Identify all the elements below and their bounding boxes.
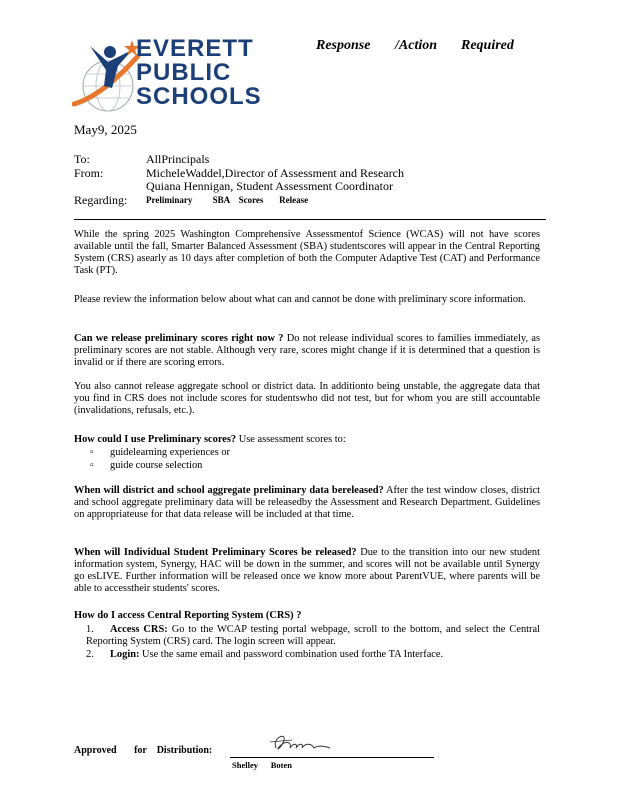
logo-line-3: SCHOOLS	[136, 83, 262, 110]
from-label: From:	[74, 166, 104, 180]
signer-name: Shelley Boten	[232, 760, 292, 770]
regarding-value: Preliminary SBA Scores Release	[146, 195, 309, 205]
from-value-1: MicheleWaddel,Director of Assessment and Research	[146, 166, 404, 180]
step-1: 1. Access CRS: Go to the WCAP testing portal webpage, scroll to the bottom, and select the Central Reporting System (CRS) card. The login screen will appear.	[86, 624, 540, 647]
q4-paragraph	[74, 547, 540, 595]
q2-text: Use assessment scores to:	[236, 434, 346, 445]
memo-date: May9, 2025	[74, 122, 137, 137]
aggregate-paragraph: You also cannot release aggregate school or district data. In additionto being unstable, the aggregate data that you find in CRS does not include scores for studentswho did not test, but for whom you are still accountable (invalidations, refusals, etc.).	[74, 381, 540, 416]
district-logo	[72, 36, 262, 116]
from-value-2: Quiana Hennigan, Student Assessment Coordinator	[146, 179, 393, 193]
step-1-label: Access CRS:	[110, 624, 168, 635]
review-paragraph: Please review the information below about what can and cannot be done with preliminary score information.	[74, 294, 526, 305]
bullet-icon: ▫	[90, 447, 94, 458]
q4-title: When will Individual Student Preliminary Scores be released?	[74, 547, 357, 558]
step-2-text: Use the same email and password combination used forthe TA Interface.	[139, 649, 444, 660]
signature-line	[230, 757, 434, 758]
q2-paragraph	[74, 434, 540, 446]
header-response: Response	[316, 38, 371, 53]
logo-line-1: EVERETT	[136, 35, 254, 62]
q1-paragraph	[74, 333, 540, 369]
bullet-icon: ▫	[90, 460, 94, 471]
step-2-label: Login:	[110, 649, 140, 660]
to-value: AllPrincipals	[146, 152, 210, 166]
logo-figure-icon	[72, 36, 142, 114]
header-action: /Action	[395, 38, 438, 53]
intro-paragraph: While the spring 2025 Washington Comprehensive Assessmentof Science (WCAS) will not have scores available until the fall, Smarter Balanced Assessment (SBA) studentscores will appear in the Central Reporting System (CRS) asearly as 10 days after completion of both the Computer Adaptive Test (CAT) and Performance Task (PT).	[74, 229, 540, 276]
to-label: To:	[74, 152, 90, 166]
q2-bullet-1: ▫ guidelearning experiences or	[90, 447, 231, 458]
regarding-label: Regarding:	[74, 193, 128, 207]
q4-text: Due to the transition into our new student information system, Synergy, HAC will be down in the summer, and scores will not be available until Synergy go esLIVE. Further information will be released once we know more about ParentVUE, where parents will be able to accesstheir students' scores.	[74, 547, 540, 594]
q3-title: When will district and school aggregate preliminary data bereleased?	[74, 485, 384, 496]
q2-bullet-2: ▫ guide course selection	[90, 460, 203, 471]
logo-line-2: PUBLIC	[136, 59, 232, 86]
q1-text: Do not release individual scores to families immediately, as preliminary scores are not stable. Although very rare, scores might change if it is determined that a question is invalid or if there are scoring errors.	[74, 333, 540, 368]
q3-paragraph	[74, 485, 540, 521]
q3-text: After the test window closes, district and school aggregate preliminary data will be releasedby the Assessment and Research Department. Guidelines on appropriateuse for that data release will be included at that time.	[74, 485, 540, 520]
step-2: 2. Login: Use the same email and password combination used forthe TA Interface.	[86, 649, 444, 660]
approval-label: Approved for Distribution:	[74, 745, 213, 756]
q1-title: Can we release preliminary scores right now ?	[74, 333, 284, 344]
header-divider	[74, 219, 546, 220]
header-required: Required	[461, 38, 514, 53]
q2-title: How could I use Preliminary scores?	[74, 434, 237, 445]
q5-title: How do I access Central Reporting System (CRS) ?	[74, 610, 302, 621]
signature-icon	[262, 728, 342, 758]
step-1-text: Go to the WCAP testing portal webpage, scroll to the bottom, and select the Central Reporting System (CRS) card. The login screen will appear.	[86, 624, 540, 647]
